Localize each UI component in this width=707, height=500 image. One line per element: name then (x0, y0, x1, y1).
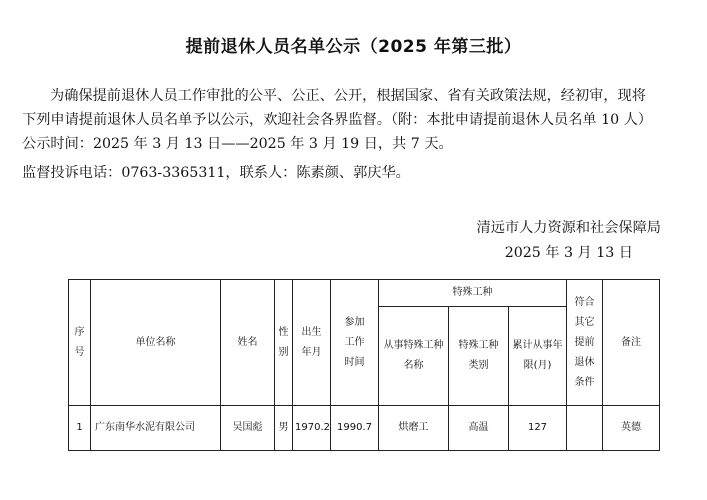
page-title: 提前退休人员名单公示（2025 年第三批） (185, 37, 522, 57)
cell-seq: 1 (69, 406, 91, 451)
header-birth: 出生年月 (293, 280, 331, 406)
header-row-1 (69, 280, 660, 307)
cell-name: 吴国彪 (221, 406, 275, 451)
cell-birth: 1970.2 (293, 406, 331, 451)
header-special-group: 特殊工种 (379, 280, 567, 307)
cell-unit: 广东南华水泥有限公司 (91, 406, 221, 451)
publicity-period: 公示时间：2025 年 3 月 13 日——2025 年 3 月 19 日，共 7 天。 (22, 136, 453, 152)
issuing-organization: 清远市人力资源和社会保障局 (476, 220, 661, 236)
header-gender: 性别 (275, 280, 293, 406)
header-note: 备注 (603, 280, 660, 406)
cell-other-conditions (567, 406, 603, 451)
header-work-start: 参加工作时间 (331, 280, 379, 406)
header-name: 姓名 (221, 280, 275, 406)
complaint-contact: 监督投诉电话：0763-3365311，联系人：陈素颜、郭庆华。 (22, 165, 410, 181)
header-seq: 序号 (69, 280, 91, 406)
cell-special-type: 高温 (449, 406, 509, 451)
header-special-type: 特殊工种类别 (449, 307, 509, 406)
cell-special-name: 烘磨工 (379, 406, 449, 451)
intro-line-1: 为确保提前退休人员工作审批的公平、公正、公开，根据国家、省有关政策法规，经初审，现将 (50, 88, 646, 104)
cell-work-start: 1990.7 (331, 406, 379, 451)
issue-date: 2025 年 3 月 13 日 (504, 245, 633, 261)
header-unit: 单位名称 (91, 280, 221, 406)
cell-gender: 男 (275, 406, 293, 451)
retirement-roster-table (68, 279, 660, 451)
cell-note: 英德 (603, 406, 660, 451)
header-other-conditions: 符合其它提前退休条件 (567, 280, 603, 406)
header-special-name: 从事特殊工种名称 (379, 307, 449, 406)
cell-special-months: 127 (509, 406, 567, 451)
table-row (69, 406, 660, 451)
header-special-months: 累计从事年限(月) (509, 307, 567, 406)
intro-line-2: 下列申请提前退休人员名单予以公示，欢迎社会各界监督。（附：本批申请提前退休人员名单 10 人） (22, 112, 653, 128)
